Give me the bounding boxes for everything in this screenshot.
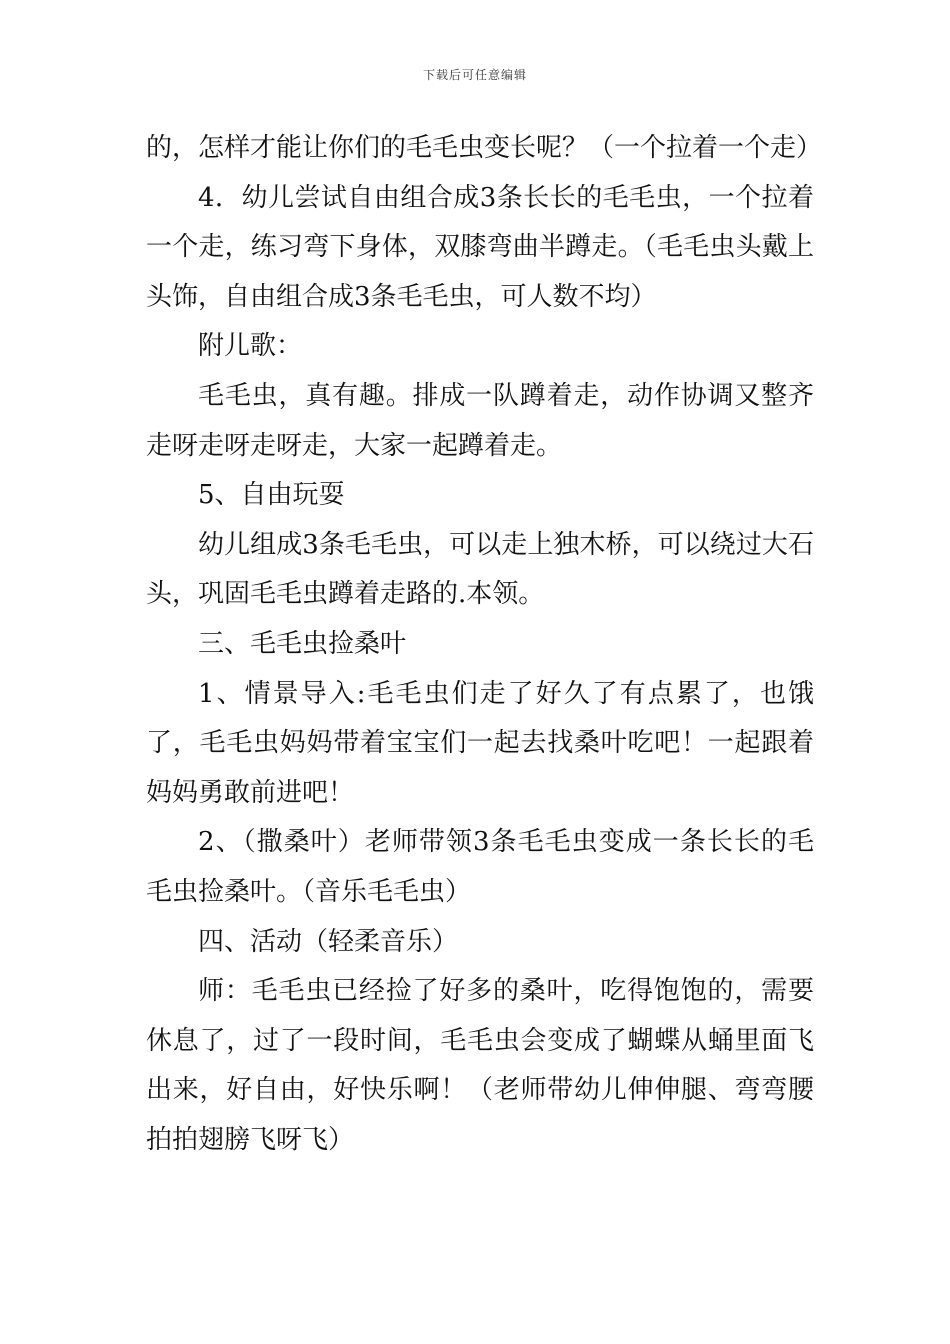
- paragraph-continuation: 的，怎样才能让你们的毛毛虫变长呢？（一个拉着一个走）: [146, 133, 823, 163]
- paragraph-step-5: 5、自由玩耍: [198, 480, 345, 511]
- section-heading-4: 四、活动（轻柔音乐）: [198, 926, 459, 957]
- paragraph-free-play: 幼儿组成3条毛毛虫，可以走上独木桥，可以绕过大石头，巩固毛毛虫蹲着走路的.本领。: [146, 529, 814, 610]
- page-header: 下载后可任意编辑: [422, 68, 527, 82]
- paragraph-song-title: 附儿歌：: [198, 331, 303, 362]
- paragraph-step-4: 4．幼儿尝试自由组合成3条长长的毛毛虫，一个拉着一个走，练习弯下身体，双膝弯曲半蹲走。（毛毛虫头戴上头饰，自由组合成3条毛毛虫，可人数不均）: [146, 182, 814, 312]
- paragraph-song-lyrics: 毛毛虫，真有趣。排成一队蹲着走，动作协调又整齐走呀走呀走呀走，大家一起蹲着走。: [146, 380, 814, 461]
- paragraph-scatter-leaves: 2、（撒桑叶）老师带领3条毛毛虫变成一条长长的毛毛虫捡桑叶。（音乐毛毛虫）: [146, 827, 814, 907]
- paragraph-teacher: 师：毛毛虫已经捡了好多的桑叶，吃得饱饱的，需要休息了，过了一段时间，毛毛虫会变成了蝴蝶从蛹里面飞出来，好自由，好快乐啊！（老师带幼儿伸伸腿、弯弯腰拍拍翅膀飞呀飞）: [146, 976, 814, 1155]
- paragraph-scene-intro: 1、情景导入:毛毛虫们走了好久了有点累了，也饿了，毛毛虫妈妈带着宝宝们一起去找桑叶吃吧！一起跟着妈妈勇敢前进吧！: [146, 678, 814, 808]
- document-body: [146, 124, 823, 1165]
- section-heading-3: 三、毛毛虫捡桑叶: [198, 628, 407, 659]
